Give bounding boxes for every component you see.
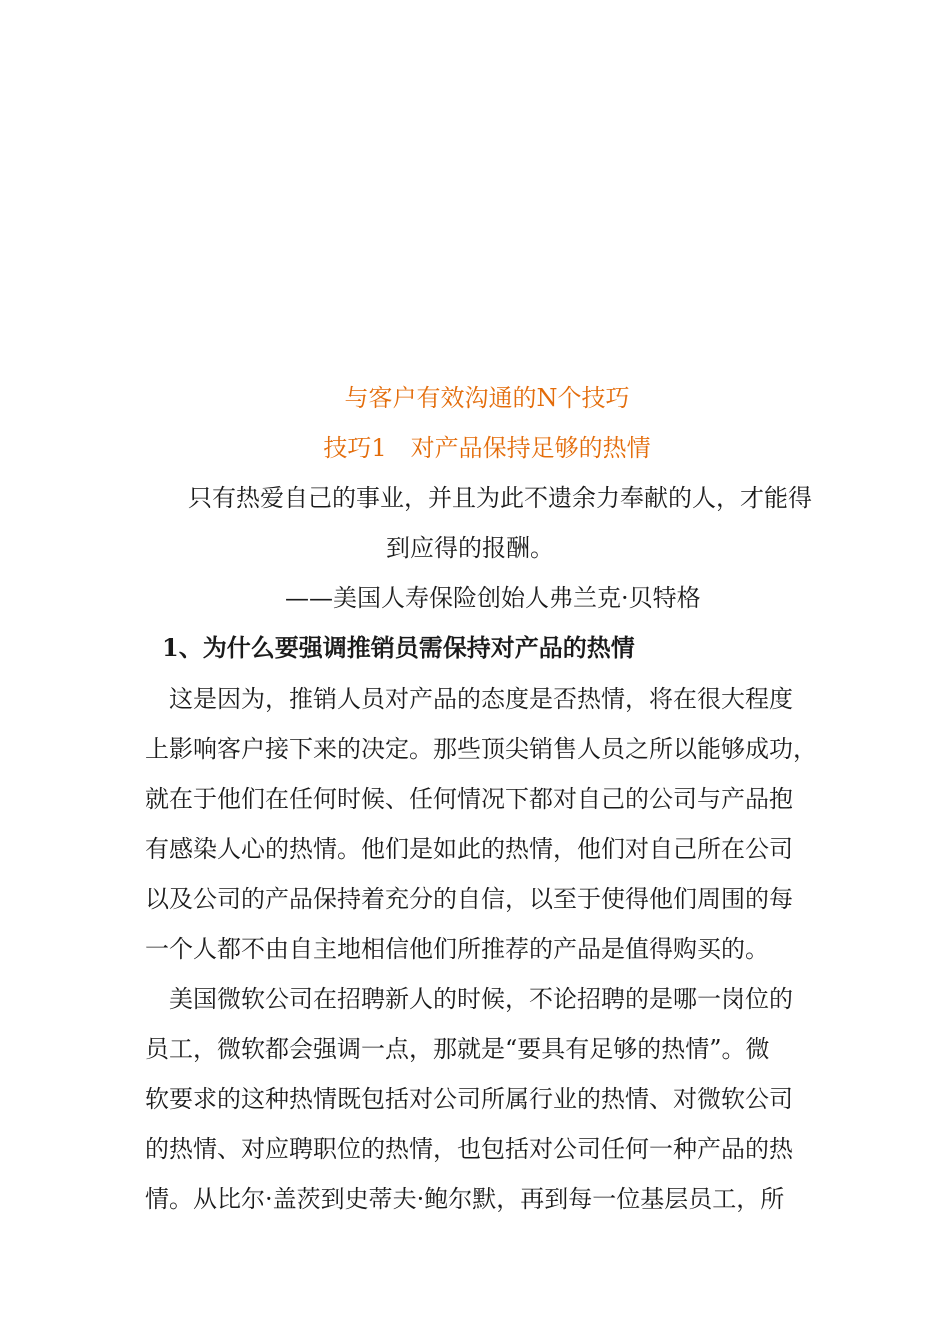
section-heading: 1、为什么要强调推销员需保持对产品的热情: [162, 633, 635, 662]
paragraph-line: 以及公司的产品保持着充分的自信，以至于使得他们周围的每: [145, 885, 793, 913]
paragraph-line: 软要求的这种热情既包括对公司所属行业的热情、对微软公司: [145, 1085, 793, 1113]
document-title: 与客户有效沟通的N个技巧: [344, 384, 630, 412]
paragraph-line: 这是因为，推销人员对产品的态度是否热情，将在很大程度: [145, 685, 793, 713]
paragraph-line: 美国微软公司在招聘新人的时候，不论招聘的是哪一岗位的: [145, 985, 793, 1013]
paragraph-2: [145, 974, 845, 1224]
quote-line-1: 只有热爱自己的事业，并且为此不遗余力奉献的人，才能得: [188, 484, 812, 512]
paragraph-line: 有感染人心的热情。他们是如此的热情，他们对自己所在公司: [145, 835, 793, 863]
paragraph-line: 一个人都不由自主地相信他们所推荐的产品是值得购买的。: [145, 935, 769, 963]
paragraph-line: 情。从比尔·盖茨到史蒂夫·鲍尔默，再到每一位基层员工，所: [145, 1185, 785, 1213]
paragraph-line: 上影响客户接下来的决定。那些顶尖销售人员之所以能够成功，: [145, 735, 817, 763]
quote-line-2: 到应得的报酬。: [386, 534, 554, 562]
paragraph-line: 员工，微软都会强调一点，那就是“要具有足够的热情”。微: [145, 1035, 770, 1063]
tip-subtitle: 技巧1 对产品保持足够的热情: [323, 434, 651, 462]
paragraph-line: 的热情、对应聘职位的热情，也包括对公司任何一种产品的热: [145, 1135, 793, 1163]
paragraph-1: [145, 674, 845, 974]
paragraph-line: 就在于他们在任何时候、任何情况下都对自己的公司与产品抱: [145, 785, 793, 813]
quote-attribution: ——美国人寿保险创始人弗兰克·贝特格: [285, 584, 701, 612]
